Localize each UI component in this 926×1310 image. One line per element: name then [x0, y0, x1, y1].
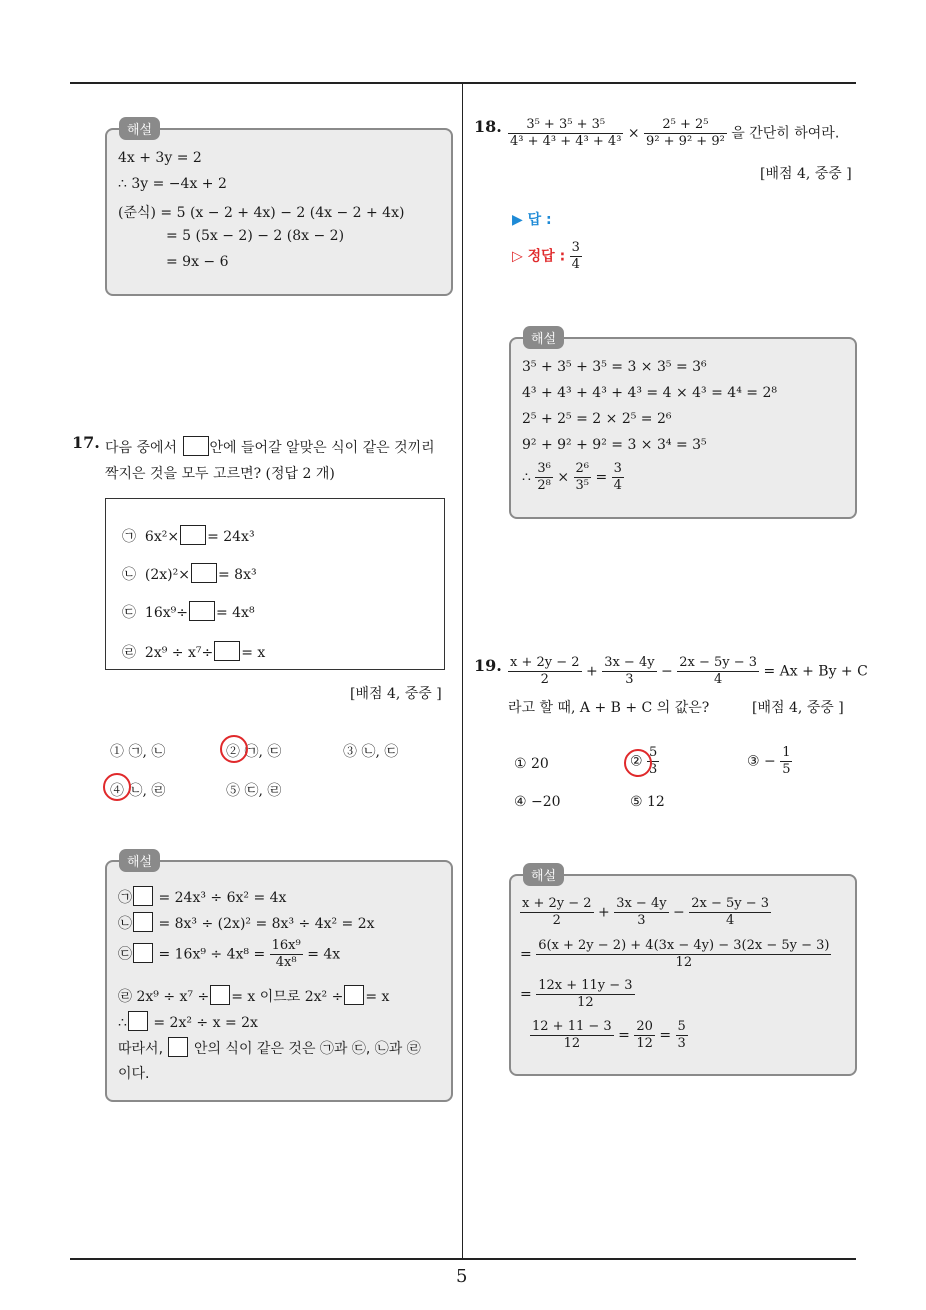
page-number: 5 [456, 1266, 468, 1287]
fraction-numerator: 3⁶ [537, 461, 551, 476]
blank-box [344, 985, 364, 1005]
fraction-numerator: 3 [571, 240, 580, 255]
q17-text-a: 다음 중에서 [105, 440, 178, 456]
blank-box [133, 886, 153, 906]
fraction-denominator: 4 [571, 257, 580, 272]
q19-number: 19. [474, 656, 502, 675]
fraction-denominator: 3⁵ [575, 478, 589, 493]
q18-solution-line-2: 4³ + 4³ + 4³ + 4³ = 4 × 4³ = 4⁴ = 2⁸ [522, 385, 777, 401]
equals-sign: = [595, 469, 608, 486]
item-mark: ㉠ [118, 890, 132, 906]
choice-mark: ② [630, 753, 643, 770]
q16-solution-line-4: = 5 (5x − 2) − 2 (8x − 2) [166, 228, 345, 244]
q17-item-4 [122, 641, 265, 662]
fraction-denominator: 3 [649, 762, 658, 777]
item-mark: ㉣ [122, 645, 136, 661]
q19-rhs: = Ax + By + C [763, 663, 868, 680]
plus-sign: + [586, 663, 598, 680]
q17-choice-2-circle-mark [220, 735, 248, 763]
plus-sign: + [598, 904, 610, 921]
blank-box [191, 563, 217, 583]
fraction-denominator: 12 [563, 1036, 581, 1051]
fraction-denominator: 2⁸ [537, 478, 551, 493]
q18-instruction: 을 간단히 하여라. [731, 125, 840, 142]
q17-choice-2[interactable]: ② ㉠, ㉢ [226, 744, 282, 760]
fraction-denominator: 3 [637, 913, 646, 928]
q18-solution-line-4: 9² + 9² + 9² = 3 × 3⁴ = 3⁵ [522, 437, 707, 453]
top-rule [70, 82, 856, 84]
fraction-numerator: 3⁵ + 3⁵ + 3⁵ [508, 117, 623, 134]
equals-sign: = [520, 946, 532, 963]
choice-mark: ③ − [747, 753, 776, 770]
times-sign: × [557, 469, 570, 486]
q17-choice-4-circle-mark [103, 773, 131, 801]
item-post: = 8x³ [217, 567, 257, 583]
fraction-numerator: 3 [613, 461, 622, 476]
q19-solution-line-1 [520, 896, 771, 929]
equals-sign: = [659, 1027, 672, 1044]
item-pre: (2x)²× [144, 567, 190, 583]
q18-question [508, 117, 839, 150]
solution-text: = 4x [307, 946, 341, 963]
q18-correct-label: ▷ 정답 : [512, 248, 566, 265]
fraction-denominator: 4 [725, 913, 735, 928]
fraction-denominator: 4 [613, 478, 622, 493]
fraction-denominator: 12 [636, 1036, 653, 1051]
equals-sign: = [520, 986, 532, 1003]
q19-question-line-2: 라고 할 때, A + B + C 의 값은? [508, 700, 710, 716]
q16-solution-tag: 해설 [119, 117, 160, 140]
fraction-numerator: 1 [782, 745, 791, 760]
fraction-numerator: 3x − 4y [616, 896, 667, 911]
fraction-denominator: 3 [625, 672, 634, 687]
solution-text: = 8x³ ÷ (2x)² = 8x³ ÷ 4x² = 2x [158, 916, 375, 932]
q18-solution-line-5 [522, 461, 624, 494]
fraction-numerator: 5 [649, 745, 658, 760]
q17-choice-4[interactable]: ④ ㉡, ㉣ [110, 783, 166, 799]
fraction-denominator: 4 [713, 672, 723, 687]
fraction-numerator: 2⁵ + 2⁵ [644, 117, 727, 134]
solution-text: = 2x² ÷ x = 2x [153, 1015, 258, 1031]
fraction-numerator: 6(x + 2y − 2) + 4(3x − 4y) − 3(2x − 5y − 3) [538, 938, 830, 953]
solution-fraction [270, 938, 303, 971]
q18-solution-tag: 해설 [523, 326, 564, 349]
choice-fraction [780, 745, 792, 778]
fraction-denominator: 12 [577, 995, 594, 1010]
q17-solution-line-2 [118, 912, 375, 933]
blank-box [214, 641, 240, 661]
item-mark: ㉡ [118, 916, 132, 932]
blank-box [128, 1011, 148, 1031]
solution-fraction [535, 461, 552, 494]
q19-fraction-2 [602, 655, 656, 688]
blank-box [168, 1037, 188, 1057]
solution-fraction [574, 461, 591, 494]
solution-fraction [676, 1019, 688, 1052]
q18-number: 18. [474, 117, 502, 136]
solution-fraction [536, 978, 634, 1011]
therefore-sign: ∴ [118, 1015, 127, 1031]
solution-fraction [689, 896, 771, 929]
therefore-sign: ∴ [522, 469, 531, 486]
item-mark: ㉣ [118, 989, 132, 1005]
q19-solution-tag: 해설 [523, 863, 564, 886]
q17-solution-line-7: 이다. [118, 1066, 150, 1082]
q18-correct-fraction [570, 240, 582, 273]
item-mark: ㉢ [118, 946, 132, 963]
q16-solution-line-5: = 9x − 6 [166, 254, 229, 270]
solution-fraction [520, 896, 594, 929]
fraction-numerator: 2x − 5y − 3 [691, 896, 770, 911]
solution-fraction [634, 1019, 655, 1052]
column-divider [462, 84, 463, 1260]
q17-item-2 [122, 563, 257, 584]
fraction-numerator: 12 + 11 − 3 [532, 1019, 612, 1034]
solution-text: 2x⁹ ÷ x⁷ ÷ [136, 989, 210, 1005]
item-pre: 16x⁹÷ [144, 605, 188, 621]
solution-text: = 16x⁹ ÷ 4x⁸ = [158, 946, 266, 963]
bottom-rule [70, 1258, 856, 1260]
q17-text-b: 안에 들어갈 알맞은 식이 같은 것끼리 [209, 440, 435, 456]
fraction-numerator: 12x + 11y − 3 [538, 978, 633, 993]
q17-score: [배점 4, 중중 ] [350, 686, 442, 702]
minus-sign: − [661, 663, 673, 680]
q17-solution-tag: 해설 [119, 849, 160, 872]
fraction-numerator: x + 2y − 2 [522, 896, 592, 911]
solution-fraction [536, 938, 831, 971]
q17-item-1 [122, 525, 255, 546]
fraction-numerator: 2x − 5y − 3 [679, 655, 758, 670]
q17-solution-line-1 [118, 886, 286, 907]
q16-solution-line-3: (준식) = 5 (x − 2 + 4x) − 2 (4x − 2 + 4x) [118, 205, 405, 221]
fraction-numerator: x + 2y − 2 [510, 655, 580, 670]
q17-solution-line-6 [118, 1037, 421, 1058]
blank-box [180, 525, 206, 545]
q17-question-line-1 [105, 436, 435, 457]
fraction-numerator: 3x − 4y [604, 655, 655, 670]
q19-choice-1[interactable]: ① 20 [514, 756, 549, 772]
solution-fraction [614, 896, 668, 929]
q19-choice-4[interactable]: ④ −20 [514, 794, 561, 810]
q19-fraction-1 [508, 655, 582, 688]
solution-fraction [612, 461, 624, 494]
solution-text: = 24x³ ÷ 6x² = 4x [158, 890, 287, 906]
q18-solution-line-1: 3⁵ + 3⁵ + 3⁵ = 3 × 3⁵ = 3⁶ [522, 359, 707, 375]
item-mark: ㉢ [122, 605, 136, 621]
item-mark: ㉠ [122, 529, 136, 545]
item-pre: 6x²× [144, 529, 180, 545]
blank-box [189, 601, 215, 621]
fraction-denominator: 9² + 9² + 9² [646, 134, 725, 149]
q17-solution-line-5 [118, 1011, 258, 1031]
item-post: = 24x³ [207, 529, 255, 545]
q17-choice-3[interactable]: ③ ㉡, ㉢ [343, 744, 399, 760]
q18-answer-label: ▶ 답 : [512, 212, 552, 228]
fraction-numerator: 2⁶ [575, 461, 589, 476]
q17-solution-line-4 [118, 985, 389, 1006]
item-post: = x [241, 645, 266, 661]
q17-number: 17. [72, 433, 100, 452]
q18-fraction-1 [508, 117, 623, 150]
q19-solution-line-4 [530, 1019, 688, 1052]
q17-solution-line-3 [118, 938, 340, 971]
fraction-denominator: 2 [552, 913, 561, 928]
q16-solution-line-1: 4x + 3y = 2 [118, 150, 202, 166]
q19-choice-3[interactable] [747, 745, 792, 778]
fraction-numerator: 16x⁹ [271, 938, 301, 953]
fraction-denominator: 4³ + 4³ + 4³ + 4³ [510, 134, 622, 149]
q17-question-line-2: 짝지은 것을 모두 고르면? (정답 2 개) [105, 466, 335, 482]
solution-text: = x [365, 989, 390, 1005]
blank-box [183, 436, 209, 456]
item-pre: 2x⁹ ÷ x⁷÷ [144, 645, 214, 661]
solution-text: 따라서, [118, 1041, 164, 1057]
q17-item-3 [122, 601, 255, 622]
item-post: = 4x⁸ [215, 605, 255, 621]
q17-choice-1[interactable]: ① ㉠, ㉡ [110, 744, 166, 760]
q19-score: [배점 4, 중중 ] [752, 700, 844, 716]
q19-fraction-3 [677, 655, 759, 688]
fraction-numerator: 20 [636, 1019, 653, 1034]
blank-box [133, 912, 153, 932]
q19-solution-line-2 [520, 938, 831, 971]
q18-fraction-2 [644, 117, 727, 150]
q19-solution-line-3 [520, 978, 635, 1011]
q18-correct-answer [512, 240, 582, 273]
solution-text: 안의 식이 같은 것은 ㉠과 ㉢, ㉡과 ㉣ [193, 1041, 421, 1057]
fraction-denominator: 5 [782, 762, 791, 777]
fraction-denominator: 12 [675, 955, 693, 970]
blank-box [133, 943, 153, 963]
q16-solution-line-2: ∴ 3y = −4x + 2 [118, 176, 227, 192]
fraction-denominator: 4x⁸ [275, 955, 297, 970]
fraction-numerator: 5 [677, 1019, 686, 1034]
q18-solution-line-3: 2⁵ + 2⁵ = 2 × 2⁵ = 2⁶ [522, 411, 672, 427]
q19-equation [508, 655, 868, 688]
solution-text: = x 이므로 2x² ÷ [231, 989, 344, 1005]
times-sign: × [627, 125, 640, 142]
fraction-denominator: 2 [540, 672, 549, 687]
q19-choice-2-circle-mark [624, 749, 652, 777]
fraction-denominator: 3 [677, 1036, 686, 1051]
q19-choice-5[interactable]: ⑤ 12 [630, 794, 665, 810]
solution-fraction [530, 1019, 614, 1052]
q17-choice-5[interactable]: ⑤ ㉢, ㉣ [226, 783, 282, 799]
minus-sign: − [673, 904, 685, 921]
blank-box [210, 985, 230, 1005]
equals-sign: = [618, 1027, 630, 1044]
item-mark: ㉡ [122, 567, 136, 583]
q18-score: [배점 4, 중중 ] [760, 166, 852, 182]
